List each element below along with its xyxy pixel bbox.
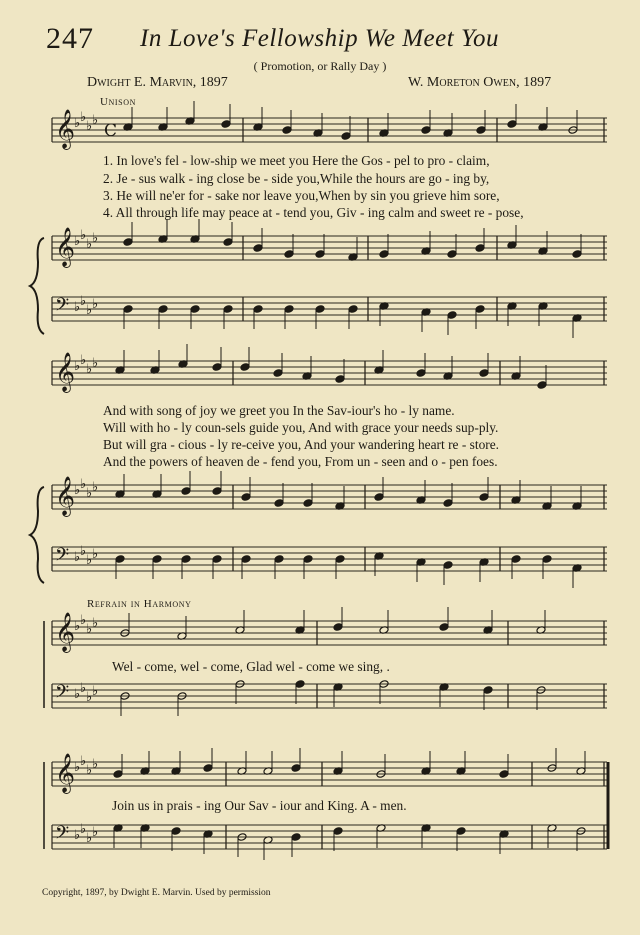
bass-2-note: [241, 555, 251, 564]
melody-2-note: [240, 363, 250, 372]
treble-2-note: [274, 499, 284, 508]
refrain-treble-2-flat: ♭: [92, 757, 99, 772]
refrain-bass-1-flat: ♭: [92, 684, 99, 699]
treble-1-flat: ♭: [74, 234, 81, 249]
refrain-bass-1-flat: ♭: [80, 681, 87, 696]
treble-2-note: [479, 493, 489, 502]
treble-1-flat: ♭: [92, 231, 99, 246]
refrain-treble-1-note: [333, 623, 343, 632]
bass-2-flat: ♭: [74, 550, 81, 565]
bass-1-note: [223, 305, 233, 314]
refrain-bass-2-note: [171, 827, 181, 836]
melody-2-flat: ♭: [92, 356, 99, 371]
melody-2-note: [212, 363, 222, 372]
refrain-bass-2-flat: ♭: [86, 831, 93, 846]
refrain-treble-1-flat: ♭: [80, 613, 87, 628]
brace-1: [30, 238, 44, 334]
melody-2-note: [537, 381, 547, 390]
refrain-bass-1-note: [483, 686, 493, 695]
refrain-bass-1-clef: 𝄢: [55, 682, 70, 707]
treble-2-note: [181, 487, 191, 496]
author-credit: Dwight E. Marvin, 1897: [87, 75, 228, 90]
bass-1-flat: ♭: [86, 303, 93, 318]
refrain-bass-2-flat: ♭: [80, 822, 87, 837]
bass-1-note: [158, 305, 168, 314]
treble-1-note: [447, 250, 457, 259]
bass-1-note: [123, 305, 133, 314]
verse-4-line-2: And the powers of heaven de - fend you, From un - seen and o - pen foes.: [103, 454, 498, 469]
bass-1-note: [475, 305, 485, 314]
refrain-bass-2-note: [333, 827, 343, 836]
copyright-notice: Copyright, 1897, by Dwight E. Marvin. Used by permission: [42, 888, 271, 898]
melody-2-note: [479, 369, 489, 378]
melody-2-note: [416, 369, 426, 378]
refrain-bass-1-flat: ♭: [86, 690, 93, 705]
melody-2-clef: 𝄞: [55, 352, 76, 392]
treble-2-flat: ♭: [86, 486, 93, 501]
time-signature: C: [104, 121, 118, 141]
refrain-treble-1-flat: ♭: [86, 622, 93, 637]
refrain-treble-1-flat: ♭: [74, 619, 81, 634]
refrain-treble-2-flat: ♭: [74, 760, 81, 775]
refrain-bass-2-clef: 𝄢: [55, 823, 70, 848]
bass-1-flat: ♭: [92, 297, 99, 312]
treble-1-note: [284, 250, 294, 259]
refrain-treble-2-clef: 𝄞: [55, 753, 76, 793]
hymn-occasion: ( Promotion, or Rally Day ): [253, 59, 387, 73]
melody-2-note: [273, 369, 283, 378]
refrain-treble-2-note: [291, 764, 301, 773]
bass-2-note: [274, 555, 284, 564]
treble-2-note: [212, 487, 222, 496]
refrain-lyric-2: Join us in prais - ing Our Sav - iour and King. A - men.: [112, 798, 407, 813]
treble-1-flat: ♭: [86, 237, 93, 252]
treble-1-note: [475, 244, 485, 253]
refrain-bass-2-flat: ♭: [74, 828, 81, 843]
melody-1-note: [341, 132, 351, 141]
verse-3-line-2: But will gra - cious - ly re-ceive you, And your wandering heart re - store.: [103, 437, 500, 452]
refrain-treble-2-flat: ♭: [86, 763, 93, 778]
treble-1-note: [123, 238, 133, 247]
bass-1-note: [284, 305, 294, 314]
bass-2-flat: ♭: [92, 547, 99, 562]
verse-2-line-1: 2. Je - sus walk - ing close be - side you,While the hours are go - ing by,: [103, 171, 490, 186]
melody-1-flat: ♭: [80, 110, 87, 125]
bass-1-note: [447, 311, 457, 320]
melody-1-note: [476, 126, 486, 135]
bass-2-note: [181, 555, 191, 564]
refrain-lyric-1: Wel - come, wel - come, Glad wel - come we sing, .: [112, 659, 390, 674]
bass-2-flat: ♭: [80, 544, 87, 559]
bass-1-clef: 𝄢: [55, 295, 70, 320]
refrain-bass-2-flat: ♭: [92, 825, 99, 840]
treble-2-clef: 𝄞: [55, 476, 76, 516]
treble-2-flat: ♭: [92, 480, 99, 495]
treble-1-note: [572, 250, 582, 259]
treble-2-flat: ♭: [80, 477, 87, 492]
refrain-treble-2-note: [113, 770, 123, 779]
verse-2-line-2: Will with ho - ly coun-sels guide you, And with grace your needs sup-ply.: [103, 420, 499, 435]
bass-2-note: [542, 555, 552, 564]
hymn-title: In Love's Fellowship We Meet You: [140, 25, 500, 52]
treble-1-note: [253, 244, 263, 253]
treble-1-note: [315, 250, 325, 259]
treble-2-note: [241, 493, 251, 502]
bass-1-note: [253, 305, 263, 314]
melody-1-note: [221, 120, 231, 129]
bass-2-note: [152, 555, 162, 564]
melody-1-clef: 𝄞: [55, 109, 76, 149]
bass-2-note: [212, 555, 222, 564]
treble-2-note: [303, 499, 313, 508]
bass-1-flat: ♭: [80, 294, 87, 309]
composer-credit: W. Moreton Owen, 1897: [408, 75, 552, 90]
melody-2-flat: ♭: [80, 353, 87, 368]
refrain-bass-2-note: [291, 833, 301, 842]
hymn-number: 247: [46, 22, 94, 55]
bass-2-note: [443, 561, 453, 570]
refrain-bass-1-flat: ♭: [74, 687, 81, 702]
refrain-marking: Refrain in Harmony: [87, 598, 192, 610]
bass-1-note: [315, 305, 325, 314]
treble-1-flat: ♭: [80, 228, 87, 243]
unison-marking: Unison: [100, 96, 136, 108]
treble-1-clef: 𝄞: [55, 227, 76, 267]
melody-2-flat: ♭: [74, 359, 81, 374]
bass-1-note: [348, 305, 358, 314]
melody-1-note: [507, 120, 517, 129]
melody-1-flat: ♭: [86, 119, 93, 134]
melody-1-flat: ♭: [92, 113, 99, 128]
melody-1-flat: ♭: [74, 116, 81, 131]
refrain-treble-2-flat: ♭: [80, 754, 87, 769]
refrain-bass-1-note: [295, 680, 305, 689]
treble-2-flat: ♭: [74, 483, 81, 498]
treble-2-note: [443, 499, 453, 508]
verse-3-line-1: 3. He will ne'er for - sake nor leave you,When by sin you grieve him sore,: [103, 188, 500, 203]
bass-1-flat: ♭: [74, 300, 81, 315]
bass-2-note: [511, 555, 521, 564]
bass-2-note: [335, 555, 345, 564]
bass-2-note: [303, 555, 313, 564]
treble-2-note: [374, 493, 384, 502]
melody-2-flat: ♭: [86, 362, 93, 377]
refrain-treble-2-note: [499, 770, 509, 779]
verse-1-line-1: 1. In love's fel - low-ship we meet you Here the Gos - pel to pro - claim,: [103, 153, 490, 168]
treble-1-note: [223, 238, 233, 247]
bass-2-clef: 𝄢: [55, 545, 70, 570]
refrain-treble-1-flat: ♭: [92, 616, 99, 631]
verse-4-line-1: 4. All through life may peace at - tend you, Giv - ing calm and sweet re - pose,: [103, 205, 524, 220]
melody-1-note: [421, 126, 431, 135]
refrain-treble-2-note: [203, 764, 213, 773]
brace-2: [30, 487, 44, 583]
bass-2-flat: ♭: [86, 553, 93, 568]
bass-2-note: [115, 555, 125, 564]
treble-1-note: [379, 250, 389, 259]
bass-1-note: [190, 305, 200, 314]
verse-1-line-2: And with song of joy we greet you In the Sav-iour's ho - ly name.: [103, 403, 455, 418]
refrain-bass-2-note: [456, 827, 466, 836]
refrain-treble-1-clef: 𝄞: [55, 612, 76, 652]
melody-1-note: [282, 126, 292, 135]
refrain-treble-1-note: [439, 623, 449, 632]
melody-2-note: [335, 375, 345, 384]
